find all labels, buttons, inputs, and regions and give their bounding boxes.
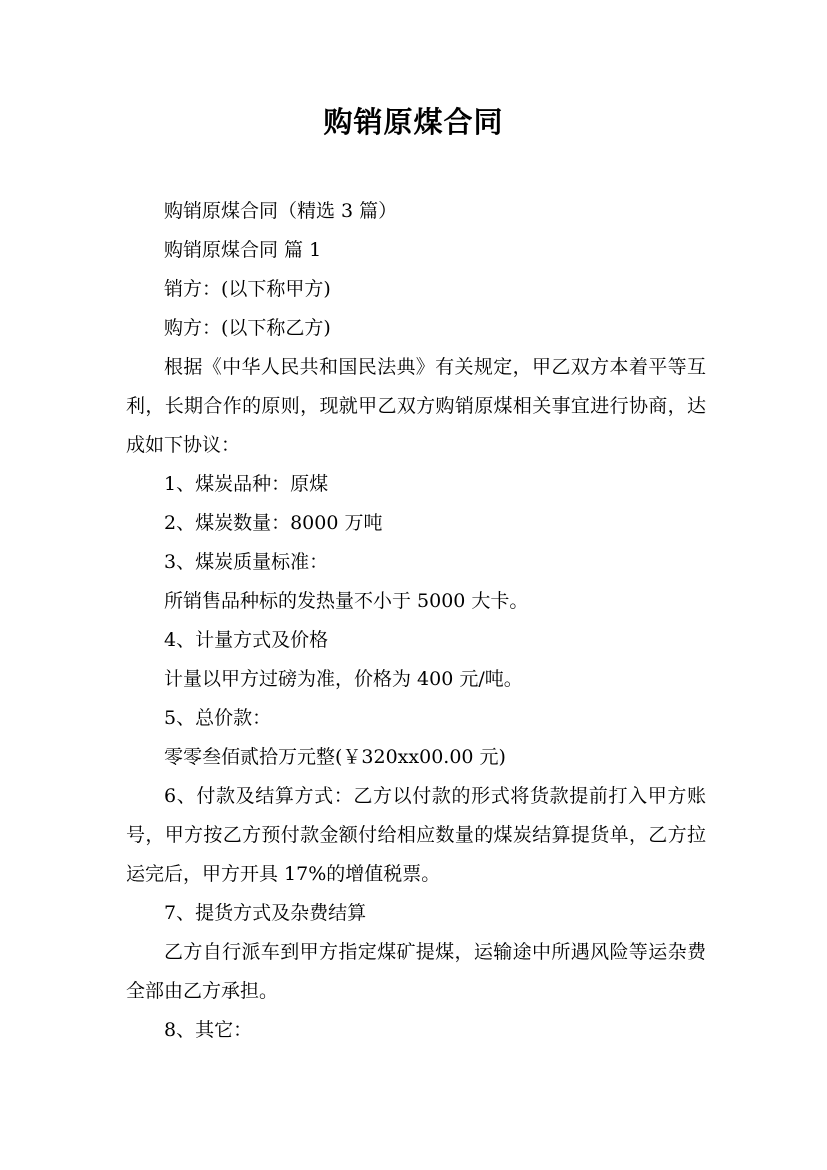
- paragraph-preamble: 根据《中华人民共和国民法典》有关规定，甲乙双方本着平等互利，长期合作的原则，现就甲乙双方购销原煤相关事宜进行协商，达成如下协议：: [126, 356, 706, 456]
- clause-1-coal-type: 1、煤炭品种：原煤: [164, 473, 329, 495]
- clause-8-other-heading: 8、其它：: [164, 1019, 253, 1041]
- clause-3-quality-text: 所销售品种标的发热量不小于 5000 大卡。: [164, 590, 529, 612]
- clause-5-total-heading: 5、总价款：: [164, 707, 272, 729]
- paragraph-buyer: 购方：(以下称乙方): [164, 317, 331, 339]
- document-title: 购销原煤合同: [323, 105, 504, 139]
- paragraph-seller: 销方：(以下称甲方): [164, 278, 331, 300]
- clause-6-payment: 6、付款及结算方式：乙方以付款的形式将货款提前打入甲方账号，甲方按乙方预付款金额付给相应数量的煤炭结算提货单，乙方拉运完后，甲方开具 17%的增值税票。: [126, 785, 706, 885]
- paragraph-part-heading: 购销原煤合同 篇 1: [164, 239, 322, 261]
- clause-7-delivery-heading: 7、提货方式及杂费结算: [164, 902, 367, 924]
- clause-4-pricing-text: 计量以甲方过磅为准，价格为 400 元/吨。: [164, 668, 523, 690]
- clause-7-delivery-text: 乙方自行派车到甲方指定煤矿提煤，运输途中所遇风险等运杂费全部由乙方承担。: [126, 941, 706, 1002]
- clause-4-pricing-heading: 4、计量方式及价格: [164, 629, 329, 651]
- clause-3-quality-heading: 3、煤炭质量标准：: [164, 551, 329, 573]
- document-body: [126, 192, 706, 1050]
- paragraph-subtitle: 购销原煤合同（精选 3 篇）: [164, 200, 398, 222]
- clause-2-coal-quantity: 2、煤炭数量：8000 万吨: [164, 512, 383, 534]
- clause-5-total-text: 零零叁佰贰拾万元整(￥320xx00.00 元): [164, 746, 506, 768]
